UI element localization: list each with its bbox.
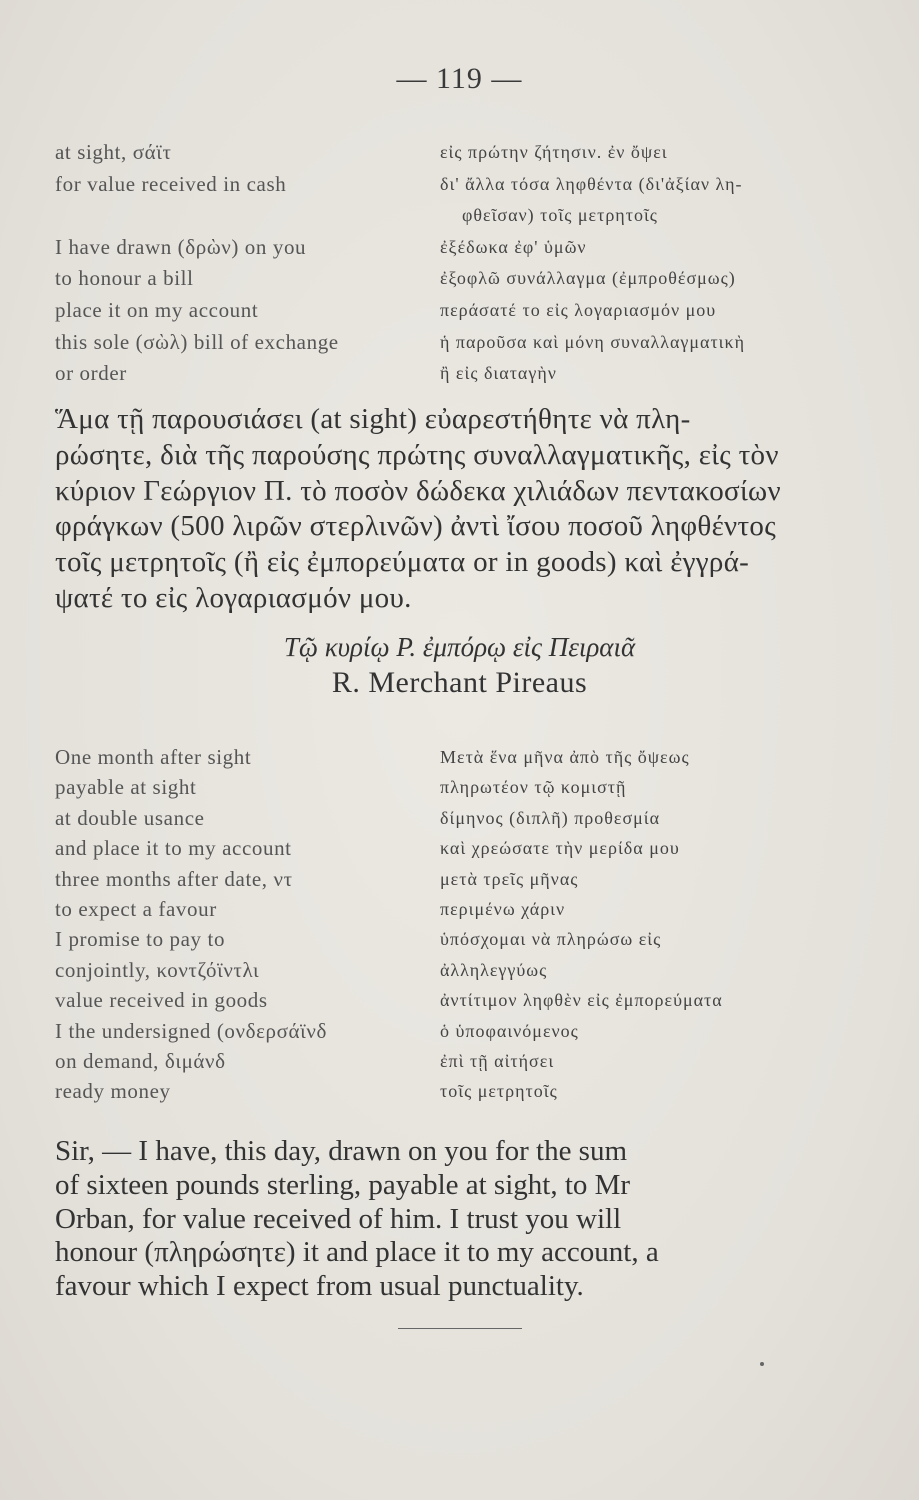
address-greek: Τῷ κυρίῳ Ρ. ἐμπόρῳ εἰς Πειραιᾶ: [283, 632, 636, 662]
glossary-entry: δι' ἄλλα τόσα ληφθέντα (δι'ἀξίαν λη-: [440, 173, 743, 194]
glossary-entry: this sole (σὼλ) bill of exchange: [55, 329, 339, 354]
glossary-entry: περάσατέ το εἰς λογαριασμόν μου: [440, 299, 717, 320]
glossary-entry: I the undersigned (ονδερσάϊνδ: [55, 1018, 327, 1043]
glossary-entry: to expect a favour: [55, 896, 217, 921]
glossary-entry: ἐξοφλῶ συνάλλαγμα (ἐμπροθέσμως): [440, 268, 736, 289]
glossary-entry: value received in goods: [55, 988, 268, 1013]
glossary-entry: three months after date, ντ: [55, 866, 293, 891]
glossary-2-english-column: [55, 742, 327, 1107]
glossary-entry: place it on my account: [55, 297, 259, 322]
glossary-1-english-column: [55, 137, 339, 390]
glossary-entry: for value received in cash: [55, 171, 287, 196]
glossary-entry: ἢ εἰς διαταγὴν: [440, 363, 557, 384]
glossary-entry: μετὰ τρεῖς μῆνας: [440, 868, 579, 889]
glossary-entry: ἡ παροῦσα καὶ μόνη συναλλαγματικὴ: [440, 331, 746, 352]
english-letter-paragraph: [55, 1135, 825, 1304]
paragraph-line: of sixteen pounds sterling, payable at sight, to Mr: [55, 1168, 631, 1201]
glossary-entry: [55, 200, 339, 232]
paragraph-line: ψατέ το εἰς λογαριασμόν μου.: [55, 581, 412, 614]
glossary-entry: περιμένω χάριν: [440, 898, 566, 919]
glossary-entry: to honour a bill: [55, 266, 194, 291]
glossary-entry: Μετὰ ἕνα μῆνα ἀπὸ τῆς ὄψεως: [440, 747, 690, 767]
glossary-entry: at sight, σάϊτ: [55, 140, 172, 164]
glossary-entry: and place it to my account: [55, 836, 292, 861]
glossary-entry: ὑπόσχομαι νὰ πληρώσω εἰς: [440, 929, 662, 950]
glossary-entry: I have drawn (δρὼν) on you: [55, 234, 307, 259]
paragraph-line: ρώσητε, διὰ τῆς παρούσης πρώτης συναλλαγματικῆς, εἰς τὸν: [55, 438, 779, 471]
glossary-entry: τοῖς μετρητοῖς: [440, 1081, 558, 1102]
glossary-entry: or order: [55, 361, 127, 386]
glossary-entry: ἐξέδωκα ἐφ' ὑμῶν: [440, 236, 587, 257]
glossary-entry: ἀντίτιμον ληφθὲν εἰς ἐμπορεύματα: [440, 990, 723, 1011]
glossary-entry: ὁ ὑποφαινόμενος: [440, 1020, 579, 1041]
paragraph-line: honour (πληρώσητε) it and place it to my account, a: [55, 1236, 659, 1269]
paragraph-line: Orban, for value received of him. I trust you will: [55, 1202, 622, 1235]
glossary-entry: καὶ χρεώσατε τὴν μερίδα μου: [440, 838, 680, 859]
print-speck: [760, 1362, 764, 1366]
paragraph-line: τοῖς μετρητοῖς (ἢ εἰς ἐμπορεύματα or in goods) καὶ ἐγγρά-: [55, 546, 750, 579]
glossary-entry: πληρωτέον τῷ κομιστῇ: [440, 777, 627, 798]
glossary-entry: payable at sight: [55, 775, 197, 800]
glossary-2-greek-column: [440, 742, 723, 1107]
glossary-entry: εἰς πρώτην ζήτησιν. ἐν ὄψει: [440, 142, 668, 162]
glossary-entry: φθεῖσαν) τοῖς μετρητοῖς: [440, 205, 658, 226]
paragraph-line: φράγκων (500 λιρῶν στερλινῶν) ἀντὶ ἴσου ποσοῦ ληφθέντος: [55, 510, 776, 543]
glossary-entry: ἀλληλεγγύως: [440, 959, 548, 980]
glossary-entry: ἐπὶ τῇ αἰτήσει: [440, 1050, 555, 1071]
section-divider: [398, 1328, 522, 1329]
glossary-entry: ready money: [55, 1079, 171, 1104]
paragraph-line: Sir, — I have, this day, drawn on you for the sum: [55, 1135, 628, 1167]
paragraph-line: Ἅμα τῇ παρουσιάσει (at sight) εὐαρεστήθητε νὰ πλη-: [55, 403, 691, 435]
address-latin: R. Merchant Pireaus: [331, 666, 588, 699]
paragraph-line: favour which I expect from usual punctuality.: [55, 1270, 584, 1303]
glossary-entry: conjointly, κοντζόϊντλι: [55, 957, 260, 982]
paragraph-line: κύριον Γεώργιον Π. τὸ ποσὸν δώδεκα χιλιάδων πεντακοσίων: [55, 474, 781, 507]
glossary-entry: One month after sight: [55, 745, 252, 769]
glossary-entry: on demand, διμάνδ: [55, 1048, 226, 1073]
greek-letter-paragraph: [55, 402, 825, 617]
glossary-entry: I promise to pay to: [55, 927, 226, 952]
page-number: — 119 —: [396, 62, 523, 95]
glossary-1-greek-column: [440, 137, 745, 390]
glossary-entry: at double usance: [55, 805, 205, 830]
glossary-entry: δίμηνος (διπλῆ) προθεσμία: [440, 807, 661, 828]
